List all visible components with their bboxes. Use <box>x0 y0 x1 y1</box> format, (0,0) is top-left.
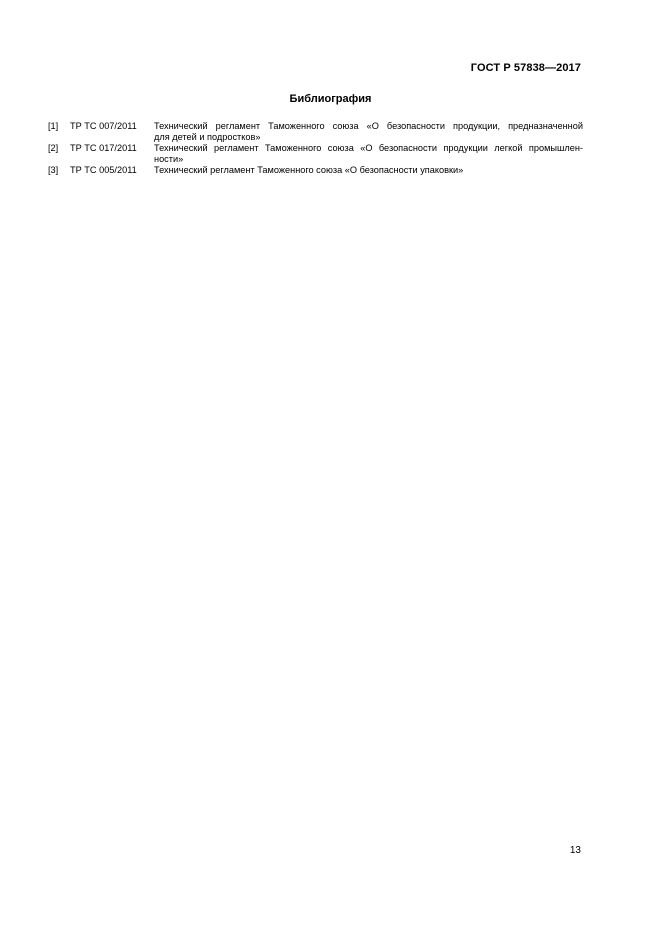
bibliography-item-number: [2] <box>48 143 59 153</box>
bibliography-item-code: ТР ТС 005/2011 <box>70 165 137 175</box>
bibliography-item-title-line: Технический регламент Таможенного союза «О безопасности продукции, предназначенной <box>154 121 583 131</box>
section-title: Библиография <box>289 93 372 105</box>
bibliography-item-number: [3] <box>48 165 59 175</box>
bibliography-item <box>48 143 583 165</box>
bibliography-item-title-line: ности» <box>154 154 184 164</box>
bibliography-item-title <box>154 121 583 143</box>
bibliography-item-title-line: для детей и подростков» <box>154 132 261 142</box>
bibliography-item-code: ТР ТС 007/2011 <box>70 121 137 131</box>
bibliography-item-number: [1] <box>48 121 59 131</box>
document-code: ГОСТ Р 57838—2017 <box>470 62 581 74</box>
bibliography-item-title-line: Технический регламент Таможенного союза «О безопасности продукции легкой промышлен- <box>154 143 583 153</box>
bibliography-item-title-line: Технический регламент Таможенного союза «О безопасности упаковки» <box>154 165 464 175</box>
bibliography-item-code: ТР ТС 017/2011 <box>70 143 137 153</box>
bibliography-item <box>48 121 583 143</box>
page-number: 13 <box>569 845 581 856</box>
bibliography-item-title <box>154 143 583 165</box>
bibliography-item-title <box>154 165 583 176</box>
bibliography-list <box>48 121 583 176</box>
bibliography-item <box>48 165 583 176</box>
